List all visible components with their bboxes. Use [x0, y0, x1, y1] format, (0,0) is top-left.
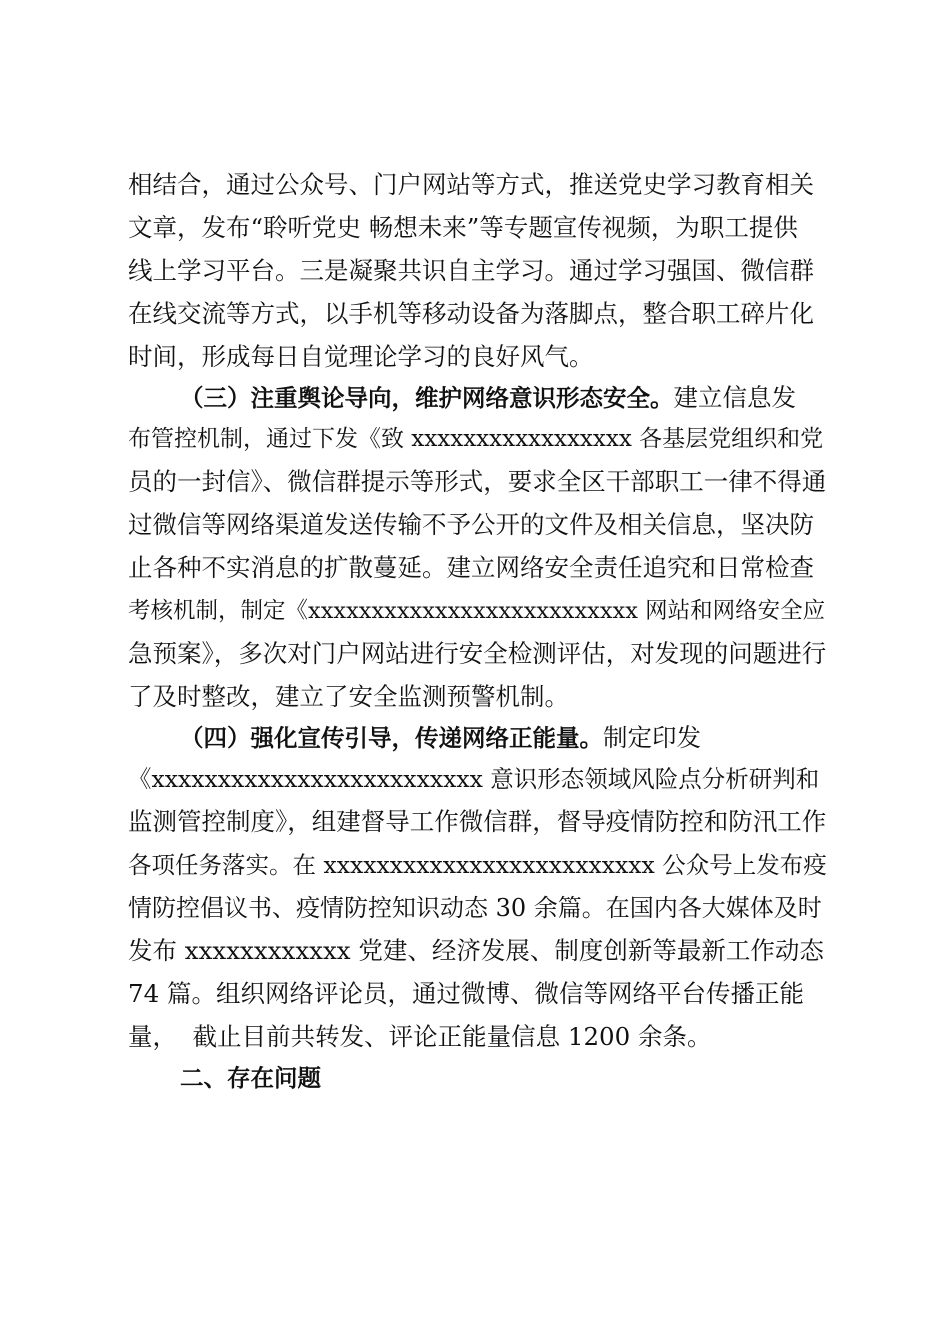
paragraph-2-line: 急预案》，多次对门户网站进行安全检测评估，对发现的问题进行 [128, 639, 827, 668]
paragraph-2-first-line [180, 379, 796, 417]
paragraph-3-line: 量， 截止目前共转发、评论正能量信息 1200 余条。 [128, 1022, 712, 1051]
paragraph-1-line: 相结合，通过公众号、门户网站等方式，推送党史学习教育相关 [128, 170, 814, 199]
paragraph-3-first-line [180, 719, 701, 757]
paragraph-3-line: 情防控倡议书、疫情防控知识动态 30 余篇。在国内各大媒体及时 [128, 894, 822, 922]
paragraph-1-line: 文章，发布“聆听党史 畅想未来”等专题宣传视频，为职工提供 [128, 213, 798, 242]
paragraph-3-line: 74 篇。组织网络评论员，通过微博、微信等网络平台传播正能 [128, 979, 804, 1008]
paragraph-3-first-rest: 制定印发 [603, 723, 701, 752]
paragraph-3-line: 各项任务落实。在 xxxxxxxxxxxxxxxxxxxxxxxxx 公众号上发布疫 [128, 851, 827, 879]
paragraph-2-line: 员的一封信》、微信群提示等形式，要求全区干部职工一律不得通 [128, 467, 827, 496]
section-heading: 二、存在问题 [180, 1064, 321, 1092]
paragraph-2-line: 过微信等网络渠道发送传输不予公开的文件及相关信息，坚决防 [128, 510, 814, 539]
paragraph-3-line: 《xxxxxxxxxxxxxxxxxxxxxxxxx 意识形态领域风险点分析研判和 [128, 765, 820, 793]
paragraph-2-line: 考核机制，制定《xxxxxxxxxxxxxxxxxxxxxxxxxx 网站和网络安全应 [128, 598, 826, 624]
paragraph-2-line: 了及时整改，建立了安全监测预警机制。 [128, 682, 569, 711]
paragraph-1-line: 线上学习平台。三是凝聚共识自主学习。通过学习强国、微信群 [128, 256, 814, 285]
paragraph-2-heading: （三）注重舆论导向，维护网络意识形态安全。 [180, 384, 674, 412]
paragraph-1-line: 在线交流等方式，以手机等移动设备为落脚点，整合职工碎片化 [128, 299, 814, 328]
paragraph-2-first-rest: 建立信息发 [673, 383, 796, 412]
paragraph-1-line: 时间，形成每日自觉理论学习的良好风气。 [128, 342, 594, 371]
paragraph-3-line: 监测管控制度》，组建督导工作微信群，督导疫情防控和防汛工作 [128, 807, 827, 836]
paragraph-3-heading: （四）强化宣传引导，传递网络正能量。 [180, 724, 603, 752]
paragraph-2-line: 布管控机制，通过下发《致 xxxxxxxxxxxxxxxxx 各基层党组织和党 [128, 426, 824, 452]
paragraph-2-line: 止各种不实消息的扩散蔓延。建立网络安全责任追究和日常检查 [128, 553, 814, 582]
paragraph-3-line: 发布 xxxxxxxxxxxx 党建、经济发展、制度创新等最新工作动态 [128, 936, 824, 965]
